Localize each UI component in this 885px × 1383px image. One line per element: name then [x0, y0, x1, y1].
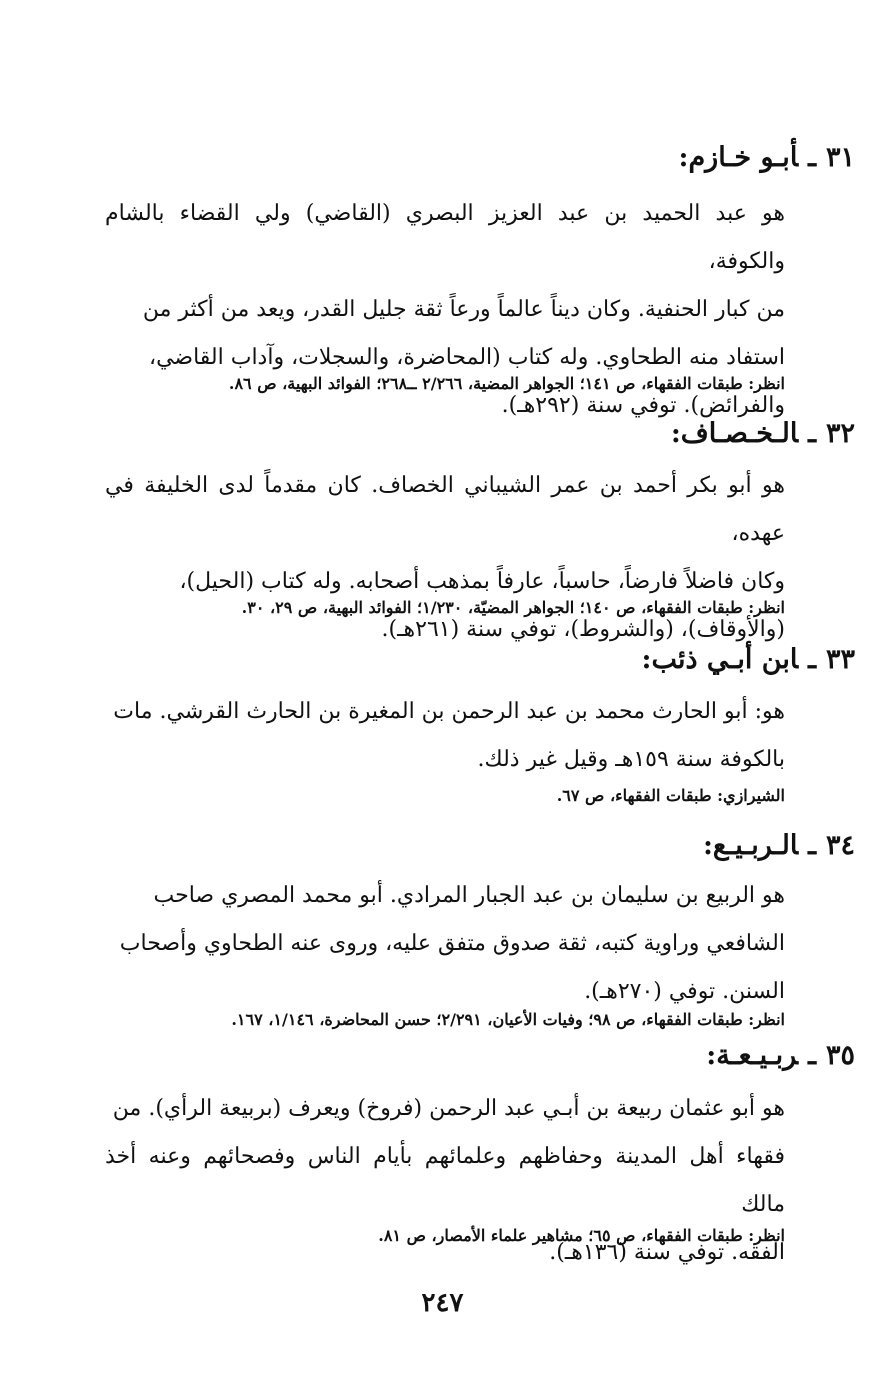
entry-dash: ـ	[808, 142, 816, 173]
entry-number: ٣٥	[825, 1040, 855, 1071]
entry-reference: الشيرازي: طبقات الفقهاء، ص ٦٧.	[556, 786, 785, 805]
body-line: استفاد منه الطحاوي. وله كتاب (المحاضرة، والسجلات، وآداب القاضي،	[148, 345, 785, 370]
entry-dash: ـ	[808, 418, 816, 449]
entry-heading	[706, 1040, 855, 1071]
entry-heading	[679, 142, 856, 173]
body-line: فقهاء أهل المدينة وحفاظهم وعلمائهم بأيام الناس وفصحائهم وعنه أخذ مالك	[105, 1144, 785, 1217]
entry-body	[105, 1085, 785, 1277]
entry-body	[105, 688, 785, 784]
entry-number: ٣١	[825, 142, 855, 173]
body-line: السنن. توفي (٢٧٠هـ).	[584, 979, 785, 1004]
body-line: هو أبو عثمان ربيعة بن أبـي عبد الرحمن (فروخ) ويعرف (بربيعة الرأي). من	[112, 1096, 785, 1121]
entry-title: الـخـصـاف:	[670, 418, 799, 449]
entry-title: أبـو خـازم:	[678, 142, 799, 173]
entry-reference: انظر: طبقات الفقهاء، ص ١٤٠؛ الجواهر المضيّة، ١/٢٣٠؛ الفوائد البهية، ص ٢٩، ٣٠.	[241, 598, 785, 617]
body-line: الشافعي وراوية كتبه، ثقة صدوق متفق عليه، وروى عنه الطحاوي وأصحاب	[119, 931, 785, 956]
body-line: من كبار الحنفية. وكان ديناً عالماً ورعاً ثقة جليل القدر، ويعد من أكثر من	[142, 297, 785, 322]
entry-dash: ـ	[808, 644, 816, 675]
body-line: هو أبو بكر أحمد بن عمر الشيباني الخصاف. كان مقدماً لدى الخليفة في عهده،	[105, 473, 785, 546]
entry-reference: انظر: طبقات الفقهاء، ص ١٤١؛ الجواهر المضية، ٢/٢٦٦ ــ٢٦٨؛ الفوائد البهية، ص ٨٦.	[228, 374, 785, 393]
body-line: الفقه. توفي سنة (١٣٦هـ).	[549, 1240, 785, 1265]
entry-dash: ـ	[808, 1040, 816, 1071]
body-line: هو: أبو الحارث محمد بن عبد الرحمن بن المغيرة بن الحارث القرشي. مات	[113, 699, 785, 724]
entry-title: ابن أبـي ذئب:	[641, 644, 799, 675]
body-line: هو عبد الحميد بن عبد العزيز البصري (القاضي) ولي القضاء بالشام والكوفة،	[105, 201, 785, 274]
entry-body	[105, 872, 785, 1016]
entry-dash: ـ	[808, 830, 816, 861]
entry-reference: انظر: طبقات الفقهاء، ص ٦٥؛ مشاهير علماء الأمصار، ص ٨١.	[378, 1226, 785, 1245]
body-line: بالكوفة سنة ١٥٩هـ وقيل غير ذلك.	[477, 747, 785, 772]
entry-heading	[642, 644, 855, 675]
body-line: (والأوقاف)، (والشروط)، توفي سنة (٢٦١هـ).	[381, 617, 785, 642]
entry-title: الـربـيـع:	[702, 830, 799, 861]
entry-reference: انظر: طبقات الفقهاء، ص ٩٨؛ وفيات الأعيان، ٢/٢٩١؛ حسن المحاضرة، ١/١٤٦، ١٦٧.	[231, 1010, 785, 1029]
page-number: ٢٤٧	[421, 1288, 464, 1318]
entry-body	[105, 462, 785, 654]
body-line: هو الربيع بن سليمان بن عبد الجبار المرادي. أبو محمد المصري صاحب	[153, 883, 785, 908]
entry-title: ربـيـعـة:	[706, 1040, 799, 1071]
body-line: وكان فاضلاً فارضاً، حاسباً، عارفاً بمذهب أصحابه. وله كتاب (الحيل)،	[179, 569, 785, 594]
entry-heading	[703, 830, 855, 861]
entry-number: ٣٢	[825, 418, 855, 449]
entry-body	[105, 190, 785, 430]
entry-number: ٣٤	[825, 830, 855, 861]
entry-number: ٣٣	[825, 644, 855, 675]
entry-heading	[671, 418, 855, 449]
body-line: والفرائض). توفي سنة (٢٩٢هـ).	[501, 393, 785, 418]
